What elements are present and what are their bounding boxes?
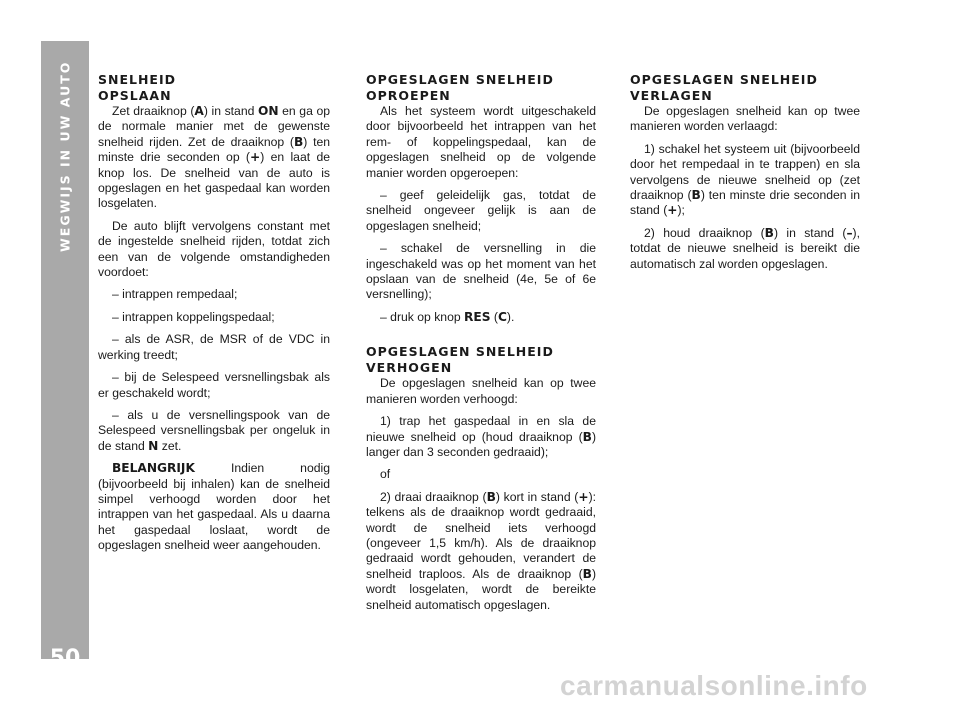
list-item: – intrappen rempedaal; (112, 287, 238, 302)
paragraph: De auto blijft vervolgens constant met de ingestelde snelheid rijden, totdat zich een van de volgende omstandigheden voordoet: (98, 218, 330, 280)
paragraph: Zet draaiknop (A) in stand ON en ga op de normale manier met de gewenste snelheid rijden. Zet de draaiknop (B) ten minste drie seconden op (+) en laat de knop los. De snelheid van de auto is opgeslagen en het gaspedaal kan worden losgelaten. (98, 104, 331, 211)
paragraph: – druk op knop RES (C). (380, 309, 515, 324)
list-item: – als de ASR, de MSR of de VDC in werking treedt; (98, 332, 330, 362)
list-item: – bij de Selespeed versnellingsbak als er geschakeld wordt; (98, 370, 330, 400)
paragraph: 1) trap het gaspedaal in en sla de nieuwe snelheid op (houd draaiknop (B) langer dan 3 seconden gedraaid); (366, 414, 596, 459)
paragraph: – geef geleidelijk gas, totdat de snelheid ongeveer gelijk is aan de opgeslagen snelheid; (366, 188, 596, 233)
column-1 (98, 72, 330, 561)
heading-verhogen: OPGESLAGEN SNELHEID VERHOGEN (366, 344, 554, 376)
paragraph: De opgeslagen snelheid kan op twee manieren worden verhoogd: (366, 376, 596, 406)
important-note: BELANGRIJK Indien nodig (bijvoorbeeld bij inhalen) kan de snelheid simpel verhoogd worden door het intrappen van het gaspedaal. Als u daarna het gaspedaal loslaat, wordt de opgeslagen snelheid weer aangehouden. (98, 461, 330, 553)
column-2 (366, 72, 596, 620)
paragraph: Als het systeem wordt uitgeschakeld door bijvoorbeeld het intrappen van het rem- of koppelingspedaal, kan de opgeslagen snelheid op de volgende manier worden opgeroepen: (366, 104, 596, 180)
list-item: – als u de versnellingspook van de Selespeed versnellingsbak per ongeluk in de stand N zet. (98, 407, 330, 453)
paragraph: 1) schakel het systeem uit (bijvoorbeeld door het rempedaal in te trappen) en sla vervolgens de nieuwe snelheid op (zet draaiknop (B) ten minste drie seconden in stand (+); (630, 141, 860, 218)
heading-snelheid-opslaan: SNELHEID OPSLAAN (98, 72, 176, 103)
heading-oproepen: OPGESLAGEN SNELHEID OPROEPEN (366, 72, 554, 103)
paragraph: De opgeslagen snelheid kan op twee manieren worden verlaagd: (630, 104, 860, 134)
paragraph: – schakel de versnelling in die ingeschakeld was op het moment van het opslaan van de snelheid (4e, 5e of 6e versnelling); (366, 241, 596, 302)
list-item: – intrappen koppelingspedaal; (112, 309, 275, 324)
paragraph: of (380, 467, 391, 482)
watermark: carmanualsonline.info (560, 670, 868, 701)
column-3 (630, 72, 860, 279)
paragraph: 2) houd draaiknop (B) in stand (–), totdat de nieuwe snelheid is bereikt die automatisch zal worden opgeslagen. (630, 225, 860, 271)
page-number: 50 (49, 646, 81, 671)
sidebar (41, 41, 89, 671)
heading-verlagen: OPGESLAGEN SNELHEID VERLAGEN (630, 72, 818, 103)
paragraph: 2) draai draaiknop (B) kort in stand (+): telkens als de draaiknop wordt gedraaid, wordt de snelheid iets verhoogd (ongeveer 1,5 km/h). Als de draaiknop gedraaid wordt gehouden, verandert de snelheid traploos. Als de draaiknop (B) wordt losgelaten, wordt de bereikte snelheid automatisch opgeslagen. (366, 489, 597, 612)
section-title: WEGWIJS IN UW AUTO (57, 61, 73, 253)
